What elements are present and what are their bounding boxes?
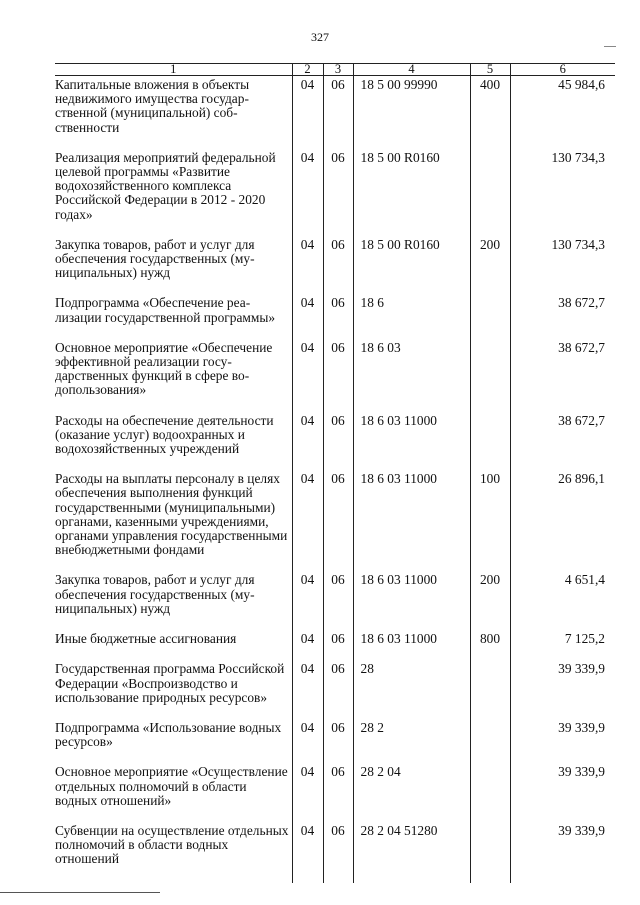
cell-section: 04 xyxy=(292,151,323,238)
cell-subsection: 06 xyxy=(323,573,353,632)
header-col-2: 2 xyxy=(292,64,323,76)
table-row xyxy=(55,765,615,824)
cell-section: 04 xyxy=(292,721,323,765)
table-row xyxy=(55,76,615,151)
cell-section: 04 xyxy=(292,414,323,473)
cell-section: 04 xyxy=(292,341,323,414)
cell-expense-type: 400 xyxy=(470,76,510,151)
cell-section: 04 xyxy=(292,765,323,824)
cell-expense-type xyxy=(470,341,510,414)
table-header-row xyxy=(55,64,615,76)
cell-expense-type xyxy=(470,662,510,721)
cell-target-article: 28 2 04 xyxy=(353,765,470,824)
cell-amount: 39 339,9 xyxy=(510,662,615,721)
table-row xyxy=(55,238,615,297)
cell-amount: 45 984,6 xyxy=(510,76,615,151)
cell-amount: 4 651,4 xyxy=(510,573,615,632)
cell-subsection: 06 xyxy=(323,151,353,238)
cell-section: 04 xyxy=(292,632,323,662)
cell-expense-type xyxy=(470,824,510,883)
cell-name: Подпрограмма «Обеспечение реализации государственной программы» xyxy=(55,295,276,325)
cell-amount: 130 734,3 xyxy=(510,151,615,238)
cell-subsection: 06 xyxy=(323,414,353,473)
cell-subsection: 06 xyxy=(323,662,353,721)
cell-amount: 7 125,2 xyxy=(510,632,615,662)
cell-expense-type: 200 xyxy=(470,238,510,297)
cell-section: 04 xyxy=(292,296,323,340)
cell-target-article: 18 5 00 R0160 xyxy=(353,151,470,238)
cell-subsection: 06 xyxy=(323,824,353,883)
cell-amount: 38 672,7 xyxy=(510,414,615,473)
cell-name: Основное мероприятие «Обеспечение эффективной реализации государственных функций в сфере водопользования» xyxy=(55,339,273,398)
cell-section: 04 xyxy=(292,76,323,151)
cell-amount: 26 896,1 xyxy=(510,472,615,573)
cell-amount: 39 339,9 xyxy=(510,824,615,883)
cell-expense-type xyxy=(470,151,510,238)
cell-target-article: 18 5 00 R0160 xyxy=(353,238,470,297)
cell-subsection: 06 xyxy=(323,76,353,151)
cell-subsection: 06 xyxy=(323,765,353,824)
budget-table xyxy=(55,63,615,883)
cell-target-article: 18 6 03 11000 xyxy=(353,573,470,632)
table-body xyxy=(55,76,615,883)
cell-subsection: 06 xyxy=(323,238,353,297)
margin-mark xyxy=(604,46,616,47)
cell-target-article: 28 xyxy=(353,662,470,721)
header-col-1: 1 xyxy=(55,64,292,76)
cell-subsection: 06 xyxy=(323,632,353,662)
cell-target-article: 28 2 04 51280 xyxy=(353,824,470,883)
table-row xyxy=(55,662,615,721)
cell-target-article: 18 6 03 11000 xyxy=(353,472,470,573)
cell-section: 04 xyxy=(292,662,323,721)
cell-expense-type xyxy=(470,296,510,340)
table-row xyxy=(55,296,615,340)
header-col-6: 6 xyxy=(510,64,615,76)
cell-name: Субвенции на осуществление отдельных полномочий в области водных отношений xyxy=(55,822,289,867)
cell-expense-type xyxy=(470,414,510,473)
cell-target-article: 28 2 xyxy=(353,721,470,765)
cell-target-article: 18 6 03 11000 xyxy=(353,632,470,662)
cell-expense-type xyxy=(470,721,510,765)
table-row xyxy=(55,573,615,632)
cell-section: 04 xyxy=(292,824,323,883)
cell-subsection: 06 xyxy=(323,472,353,573)
cell-target-article: 18 6 03 xyxy=(353,341,470,414)
table-row xyxy=(55,632,615,662)
cell-amount: 38 672,7 xyxy=(510,296,615,340)
header-col-3: 3 xyxy=(323,64,353,76)
cell-amount: 130 734,3 xyxy=(510,238,615,297)
table-row xyxy=(55,472,615,573)
cell-name: Реализация мероприятий федеральной целевой программы «Развитие водохозяйственного комплекса Российской Федерации в 2012 - 2020 годах» xyxy=(55,149,276,222)
cell-section: 04 xyxy=(292,238,323,297)
cell-expense-type: 800 xyxy=(470,632,510,662)
cell-name: Подпрограмма «Использование водных ресурсов» xyxy=(55,719,282,750)
cell-subsection: 06 xyxy=(323,341,353,414)
cell-subsection: 06 xyxy=(323,296,353,340)
cell-name: Капитальные вложения в объекты недвижимого имущества государственной (муниципальной) собственности xyxy=(55,77,250,135)
cell-section: 04 xyxy=(292,472,323,573)
cell-target-article: 18 6 03 11000 xyxy=(353,414,470,473)
cell-expense-type: 200 xyxy=(470,573,510,632)
cell-target-article: 18 6 xyxy=(353,296,470,340)
cell-amount: 38 672,7 xyxy=(510,341,615,414)
cell-name: Государственная программа Российской Федерации «Воспроизводство и использование природных ресурсов» xyxy=(55,661,285,705)
table-row xyxy=(55,721,615,765)
cell-amount: 39 339,9 xyxy=(510,765,615,824)
cell-expense-type: 100 xyxy=(470,472,510,573)
cell-amount: 39 339,9 xyxy=(510,721,615,765)
cell-section: 04 xyxy=(292,573,323,632)
page-number: 327 xyxy=(311,30,329,44)
cell-name: Закупка товаров, работ и услуг для обеспечения государственных (муниципальных) нужд xyxy=(55,236,255,281)
cell-subsection: 06 xyxy=(323,721,353,765)
table-row xyxy=(55,824,615,883)
table-row xyxy=(55,414,615,473)
cell-target-article: 18 5 00 99990 xyxy=(353,76,470,151)
table-row xyxy=(55,151,615,238)
cell-name: Расходы на выплаты персоналу в целях обеспечения выполнения функций государственными (муниципальными) органами, казенными учреждениями, органами управления государственными внебюджетными фондами xyxy=(55,471,288,558)
table-row xyxy=(55,341,615,414)
cell-name: Иные бюджетные ассигнования xyxy=(55,631,237,647)
cell-name: Расходы на обеспечение деятельности (оказание услуг) водоохранных и водохозяйственных учреждений xyxy=(55,412,274,457)
cell-name: Основное мероприятие «Осуществление отдельных полномочий в области водных отношений» xyxy=(55,764,288,808)
header-col-5: 5 xyxy=(470,64,510,76)
footer-line xyxy=(0,892,160,893)
header-col-4: 4 xyxy=(353,64,470,76)
cell-expense-type xyxy=(470,765,510,824)
cell-name: Закупка товаров, работ и услуг для обеспечения государственных (муниципальных) нужд xyxy=(55,572,255,616)
